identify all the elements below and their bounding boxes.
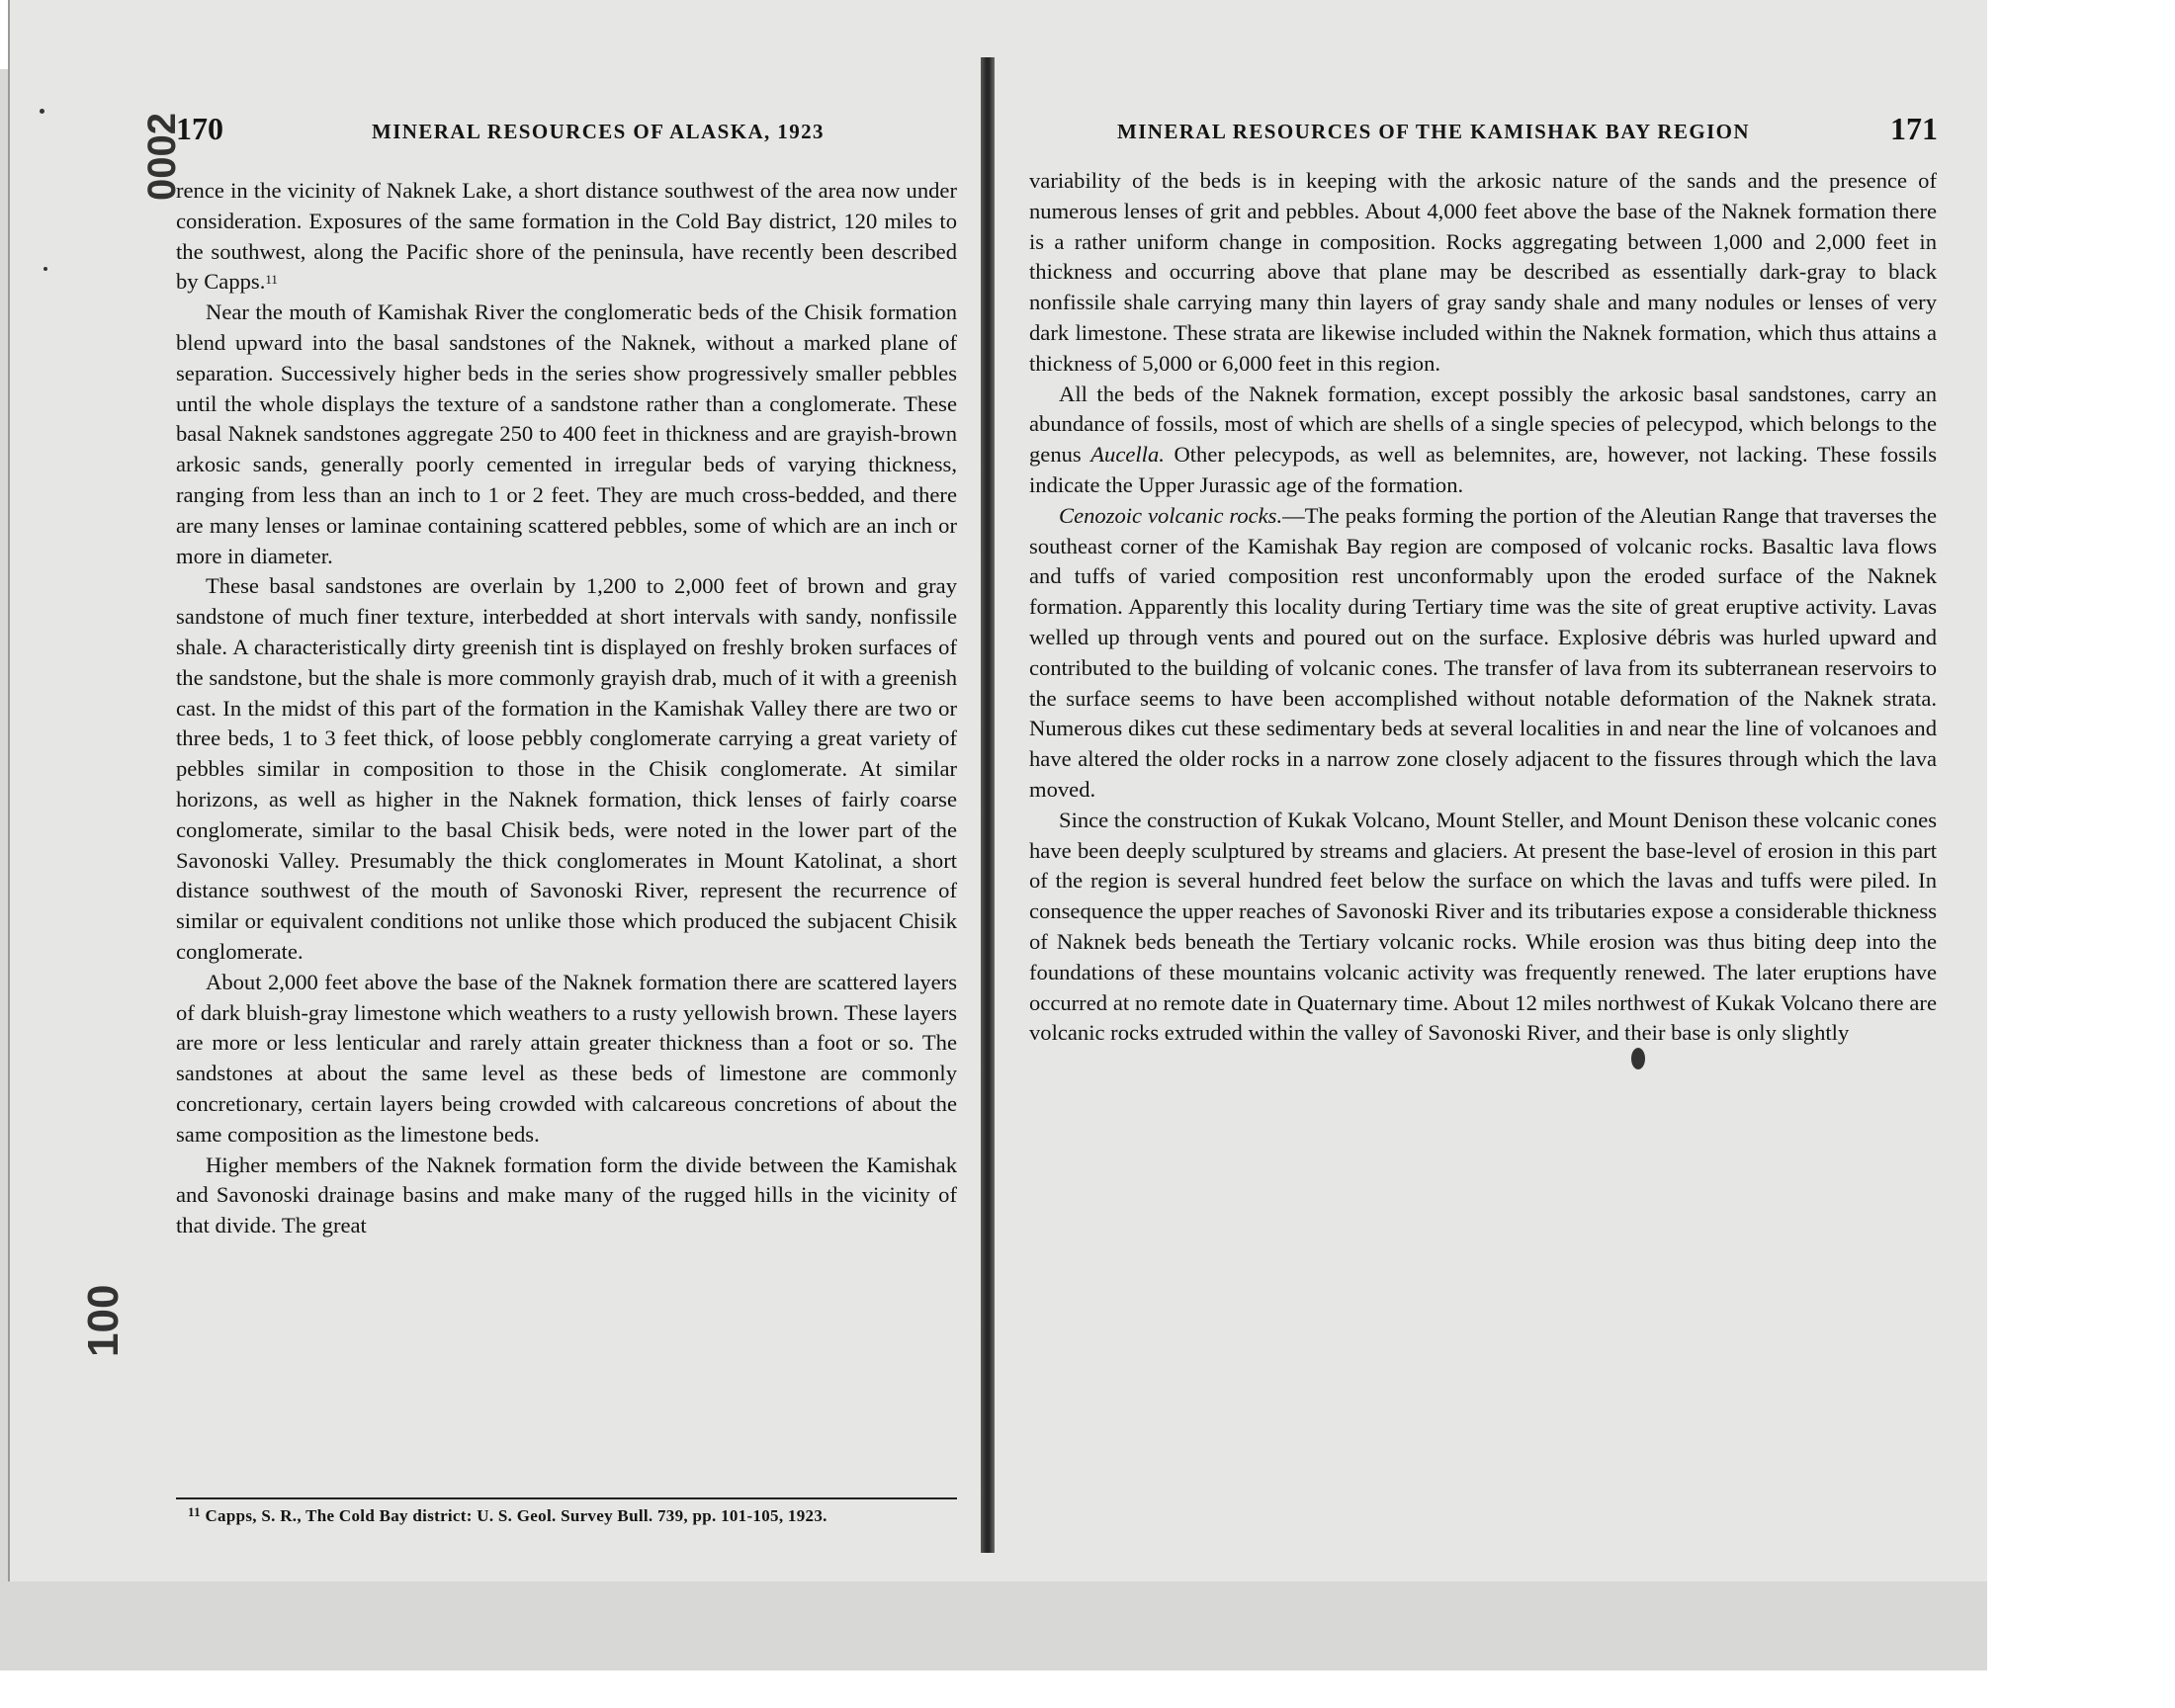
left-column-text bbox=[176, 176, 957, 1241]
paragraph: variability of the beds is in keeping with the arkosic nature of the sands and the presence of numerous lenses of grit and pebbles. About 4,000 feet above the base of the Naknek formation there is a rather uniform change in composition. Rocks aggregating between 1,000 and 2,000 feet in thickness and occurring above that plane may be described as essentially dark-gray to black nonfissile shale carrying many thin layers of gray sandy shale and many nodules or lenses of very dark limestone. These strata are likewise included within the Naknek formation, which thus attains a thickness of 5,000 or 6,000 feet in this region. bbox=[1029, 168, 1937, 376]
archive-stamp-bottom: 100 bbox=[79, 1284, 128, 1357]
footnote bbox=[188, 1506, 969, 1526]
paragraph: About 2,000 feet above the base of the Naknek formation there are scattered layers of dark bluish-gray limestone which weathers to a rusty yellowish brown. These layers are more or less lenticular and rarely attain greater thickness than a foot or so. The sandstones at about the same level as these beds of limestone are commonly concretionary, certain layers being crowded with calcareous concretions of about the same composition as the limestone beds. bbox=[176, 969, 957, 1147]
footnote-text: Capps, S. R., The Cold Bay district: U. S. Geol. Survey Bull. 739, pp. 101-105, 1923. bbox=[205, 1506, 827, 1525]
left-page-number: 170 bbox=[176, 111, 223, 146]
book-spread bbox=[8, 0, 1987, 1581]
left-page bbox=[10, 0, 984, 1581]
right-page bbox=[994, 0, 1987, 1581]
footnote-number: 11 bbox=[188, 1504, 201, 1519]
left-running-title: MINERAL RESOURCES OF ALASKA, 1923 bbox=[372, 120, 825, 143]
paragraph: rence in the vicinity of Naknek Lake, a short distance southwest of the area now under consideration. Exposures of the same formation in the Cold Bay district, 120 miles to the southwest, along the Pacific shore of the peninsula, have recently been described by Capps.$^{11}$ bbox=[176, 178, 957, 295]
paragraph: Higher members of the Naknek formation form the divide between the Kamishak and Savonoski drainage basins and make many of the rugged hills in the vicinity of that divide. The great bbox=[176, 1152, 957, 1238]
dust-speck bbox=[44, 267, 47, 271]
right-running-title: MINERAL RESOURCES OF THE KAMISHAK BAY REGION bbox=[1117, 120, 1750, 143]
paragraph: Since the construction of Kukak Volcano, Mount Steller, and Mount Denison these volcanic cones have been deeply sculptured by streams and glaciers. At present the base-level of erosion in this part of the region is several hundred feet below the surface on which the lavas and tuffs were piled. In consequence the upper reaches of Savonoski River and its tributaries expose a considerable thickness of Naknek beds beneath the Tertiary volcanic rocks. While erosion was thus biting deep into the foundations of these mountains volcanic activity was frequently renewed. The later eruptions have occurred at no remote date in Quaternary time. About 12 miles northwest of Kukak Volcano there are volcanic rocks extruded within the valley of Savonoski River, and their base is only slightly bbox=[1029, 807, 1937, 1046]
right-page-number: 171 bbox=[1890, 111, 1938, 146]
paragraph: All the beds of the Naknek formation, except possibly the arkosic basal sandstones, carry an abundance of fossils, most of which are shells of a single species of pelecypod, which belongs to the genus Aucella. Other pelecypods, as well as belemnites, are, however, not lacking. These fossils indicate the Upper Jurassic age of the formation. bbox=[1029, 381, 1937, 497]
right-column-text bbox=[1029, 166, 1937, 1049]
genus-name: Aucella. bbox=[1090, 442, 1165, 468]
footnote-rule bbox=[176, 1497, 957, 1499]
footnote-marker: 11 bbox=[265, 272, 278, 288]
book-gutter bbox=[981, 57, 995, 1553]
left-running-head bbox=[176, 111, 967, 150]
paragraph: Near the mouth of Kamishak River the conglomeratic beds of the Chisik formation blend upward into the basal sandstones of the Naknek, without a marked plane of separation. Successively higher beds in the series show progressively smaller pebbles until the whole displays the texture of a sandstone rather than a conglomerate. These basal Naknek sandstones aggregate 250 to 400 feet in thickness and are grayish-brown arkosic sands, generally poorly cemented in irregular beds of varying thickness, ranging from less than an inch to 1 or 2 feet. They are much cross-bedded, and there are many lenses or laminae containing scattered pebbles, some of which are an inch or more in diameter. bbox=[176, 299, 957, 568]
paragraph: These basal sandstones are overlain by 1,200 to 2,000 feet of brown and gray sandstone of much finer texture, interbedded at short intervals with sandy, nonfissile shale. A characteristically dirty greenish tint is displayed on freshly broken surfaces of the sandstone, but the shale is more commonly grayish drab, much of it with a greenish cast. In the midst of this part of the formation in the Kamishak Valley there are two or three beds, 1 to 3 feet thick, of loose pebbly conglomerate carrying a great variety of pebbles similar in composition to those in the Chisik conglomerate. At similar horizons, as well as higher in the Naknek formation, thick lenses of fairly coarse conglomerate, similar to the basal Chisik beds, were noted in the lower part of the Savonoski Valley. Presumably the thick conglomerates in Mount Katolinat, a short distance southwest of the mouth of Savonoski River, represent the recurrence of similar or equivalent conditions not unlike those which produced the subjacent Chisik conglomerate. bbox=[176, 573, 957, 964]
ink-blot bbox=[1631, 1048, 1645, 1069]
dust-speck bbox=[40, 109, 44, 114]
archive-stamp-top: 0002 bbox=[140, 113, 184, 201]
paragraph: Cenozoic volcanic rocks.—The peaks forming the portion of the Aleutian Range that traverses the southeast corner of the Kamishak Bay region are composed of volcanic rocks. Basaltic lava flows and tuffs of varied composition rest unconformably upon the eroded surface of the Naknek formation. Apparently this locality during Tertiary time was the site of great eruptive activity. Lavas welled up through vents and poured out on the surface. Explosive débris was hurled upward and contributed to the building of volcanic cones. The transfer of lava from its subterranean reservoirs to the surface seems to have been accomplished without notable deformation of the Naknek strata. Numerous dikes cut these sedimentary beds at several localities in and near the line of volcanoes and have altered the older rocks in a narrow zone closely adjacent to the fissures through which the lava moved. bbox=[1029, 502, 1937, 802]
right-running-head bbox=[1117, 111, 1938, 150]
section-heading: Cenozoic volcanic rocks. bbox=[1059, 502, 1283, 528]
